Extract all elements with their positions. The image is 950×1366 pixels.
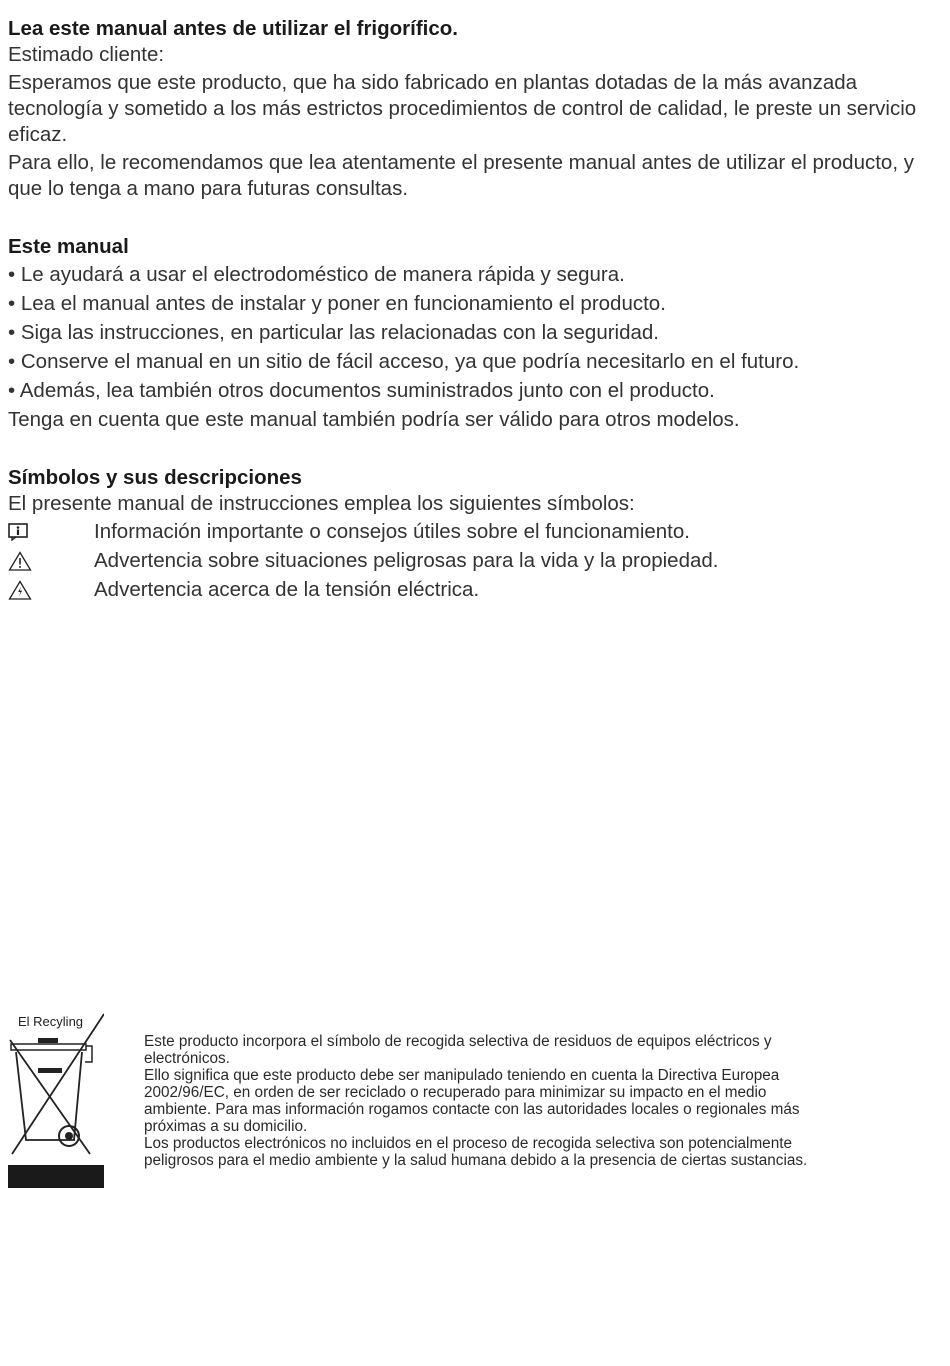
manual-page [8, 16, 938, 604]
symbols-section [8, 465, 938, 604]
intro-paragraph-1: Esperamos que este producto, que ha sido fabricado en plantas dotadas de la más avanzada tecnología y sometido a los más estrictos procedimientos de control de calidad, le preste un servicio eficaz. [8, 71, 917, 146]
manual-note: Tenga en cuenta que este manual también podría ser válido para otros modelos. [8, 408, 740, 431]
info-icon [8, 523, 94, 541]
recycling-symbol [8, 1010, 104, 1190]
recycling-bar [8, 1165, 104, 1188]
symbols-section-title: Símbolos y sus descripciones [8, 466, 302, 489]
symbol-row-electric [8, 575, 938, 604]
crossed-bin-icon [8, 1010, 104, 1166]
recycling-text [144, 1033, 834, 1169]
manual-bullet-list [8, 260, 938, 405]
symbol-warning-text: Advertencia sobre situaciones peligrosas para la vida y la propiedad. [94, 549, 719, 572]
symbol-row-warning [8, 546, 938, 575]
list-item: • Además, lea también otros documentos suministrados junto con el producto. [8, 379, 715, 402]
symbols-intro: El presente manual de instrucciones emplea los siguientes símbolos: [8, 492, 635, 515]
intro-title: Lea este manual antes de utilizar el frigorífico. [8, 17, 458, 40]
list-item: • Siga las instrucciones, en particular las relacionadas con la seguridad. [8, 321, 660, 344]
list-item: • Conserve el manual en un sitio de fácil acceso, ya que podría necesitarlo en el futuro. [8, 350, 800, 373]
recycling-paragraph-2: Ello significa que este producto debe ser manipulado teniendo en cuenta la Directiva Europea 2002/96/EC, en orden de ser reciclado o recuperado para minimizar su impacto en el medio ambiente. Para mas información rogamos contacte con las autoridades locales o regionales más próximas a su domicilio. [144, 1067, 800, 1135]
recycling-label: El Recyling [18, 1014, 84, 1029]
list-item: • Le ayudará a usar el electrodoméstico de manera rápida y segura. [8, 263, 625, 286]
manual-section-title: Este manual [8, 235, 129, 258]
intro-paragraph-2: Para ello, le recomendamos que lea atentamente el presente manual antes de utilizar el producto, y que lo tenga a mano para futuras consultas. [8, 151, 914, 200]
symbol-electric-text: Advertencia acerca de la tensión eléctrica. [94, 578, 480, 601]
greeting: Estimado cliente: [8, 43, 165, 66]
recycling-paragraph-1: Este producto incorpora el símbolo de recogida selectiva de residuos de equipos eléctricos y electrónicos. [144, 1033, 772, 1067]
warning-triangle-icon [8, 551, 94, 571]
list-item: • Lea el manual antes de instalar y poner en funcionamiento el producto. [8, 292, 666, 315]
symbol-info-text: Información importante o consejos útiles sobre el funcionamiento. [94, 520, 690, 543]
symbol-row-info [8, 517, 938, 546]
electric-warning-icon [8, 580, 94, 600]
recycling-paragraph-3: Los productos electrónicos no incluidos en el proceso de recogida selectiva son potencialmente peligrosos para el medio ambiente y la salud humana debido a la presencia de ciertas sustancias. [144, 1135, 808, 1169]
manual-section [8, 234, 938, 434]
